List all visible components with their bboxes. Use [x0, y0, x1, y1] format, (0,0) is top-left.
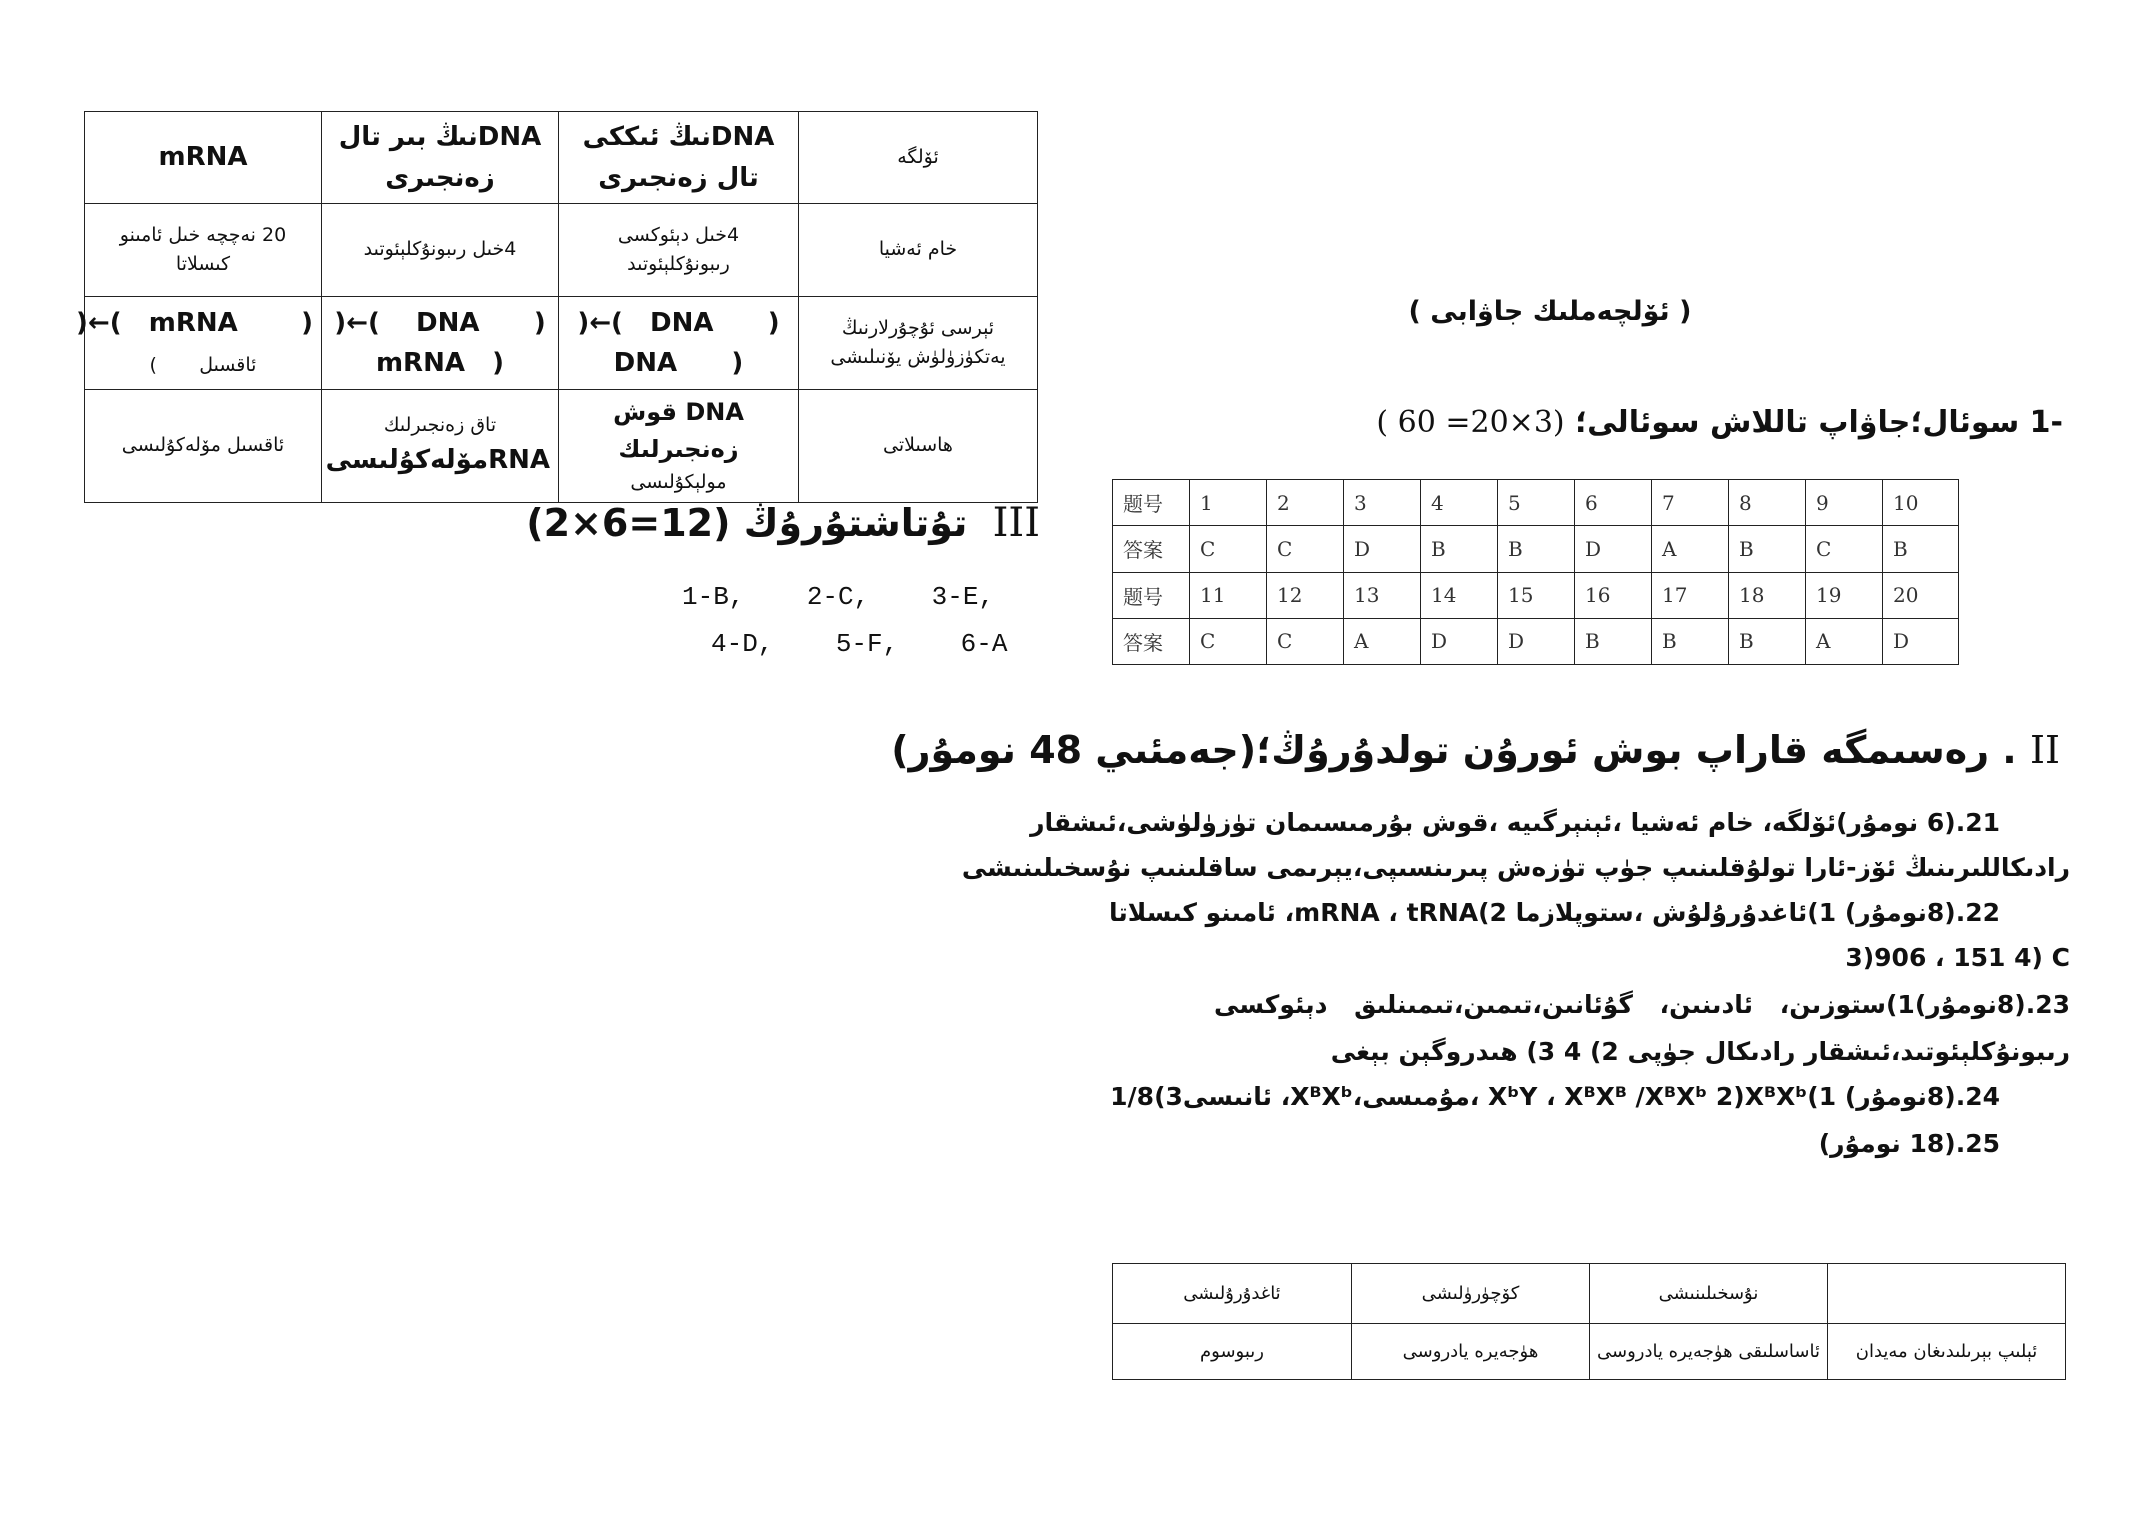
cell-ribonucleotides: 4خىل رىبونۇكلېئوتىد: [322, 204, 559, 297]
cell-mrna-header: mRNA: [85, 112, 322, 204]
grid-cell: B: [1729, 526, 1806, 572]
grid-cell: 2: [1267, 480, 1344, 526]
cell-protein-molecule: ئاقسىل مۆلەكۇلىسى: [85, 390, 322, 503]
grid-cell: 题号: [1113, 480, 1190, 526]
grid-cell: D: [1344, 526, 1421, 572]
table-row: [85, 297, 1038, 390]
cell-nucleus: ھۈجەيرە يادروسى: [1352, 1324, 1590, 1380]
grid-cell: 17: [1652, 572, 1729, 618]
cell-empty-header: [1828, 1264, 2066, 1324]
answer-22-line1: 22.(8نومۇر) 1)ئاغدۇرۇلۇش ،ستوپلازما 2)mRNA ، tRNA، ئامىنو كىسلاتا: [1108, 898, 2000, 927]
answer-22-line2: 3)906 ، 151 4) C: [1845, 943, 2070, 972]
process-site-table: [1112, 1263, 2066, 1380]
grid-cell: D: [1421, 618, 1498, 664]
answer-21-line1: 21.(6 نومۇر)ئۆلگە، خام ئەشيا ،ئېنېرگىيە ،قوش بۇرمىسىمان تۈزۈلۈشى،ئىشقار: [1030, 808, 2000, 837]
comparison-table: [76, 111, 1038, 503]
grid-cell: B: [1729, 618, 1806, 664]
grid-cell: D: [1575, 526, 1652, 572]
matching-answers-line2: 4-D, 5-F, 6-A: [711, 629, 1008, 659]
table-row: [1113, 572, 1959, 618]
grid-cell: 6: [1575, 480, 1652, 526]
section1-heading: -1 سوئال؛جاۋاپ تاللاش سوئالى؛ ( 60 =20×3): [1376, 405, 2063, 440]
matching-answers-line1: 1-B, 2-C, 3-E,: [682, 582, 995, 612]
cell-template-label: ئۆلگە: [799, 112, 1038, 204]
grid-cell: 12: [1267, 572, 1344, 618]
grid-cell: A: [1652, 526, 1729, 572]
grid-cell: 15: [1498, 572, 1575, 618]
grid-cell: C: [1190, 618, 1267, 664]
cell-double-strand-header: DNAنىڭ ئىككى تال زەنجىرى: [559, 112, 799, 204]
section3-roman: III: [992, 500, 1040, 546]
cell-transcription-header: كۆچۈرۈلىشى: [1352, 1264, 1590, 1324]
cell-dna-molecule: DNA قوش زەنجىرلىك مولېكۇلىسى: [559, 390, 799, 503]
table-row: [1113, 618, 1959, 664]
grid-cell: 答案: [1113, 618, 1190, 664]
answer-23-line1: 23.(8نومۇر)1)ستوزىن، ئادىنىن، گۇئانىن،تىمىن،تىمىنلىق دېئوكسى: [1214, 990, 2070, 1019]
grid-cell: 3: [1344, 480, 1421, 526]
grid-cell: B: [1883, 526, 1959, 572]
answer-key-title: ( ئۆلچەملىك جاۋابى ): [1408, 296, 1692, 327]
cell-transcription-flow: )←( DNA ) ( mRNA: [322, 297, 559, 390]
grid-cell: 9: [1806, 480, 1883, 526]
cell-translation-header: ئاغدۇرۇلىشى: [1113, 1264, 1352, 1324]
grid-cell: C: [1190, 526, 1267, 572]
section2-heading: II . رەسىمگە قاراپ بوش ئورۇن تولدۇرۇڭ؛(جەمئىي 48 نومۇر): [891, 728, 2060, 772]
grid-cell: A: [1806, 618, 1883, 664]
grid-cell: 5: [1498, 480, 1575, 526]
answer-23-line2: رىبونۇكلېئوتىد،ئىشقار رادىكال جۈپى 2) 4 3) ھىدروگېن بېغى: [1330, 1037, 2070, 1066]
grid-cell: 7: [1652, 480, 1729, 526]
cell-replication-flow: )←( DNA ) ( DNA: [559, 297, 799, 390]
grid-cell: D: [1498, 618, 1575, 664]
grid-cell: 19: [1806, 572, 1883, 618]
table-row: [85, 204, 1038, 297]
grid-cell: A: [1344, 618, 1421, 664]
table-row: [1113, 1324, 2066, 1380]
grid-cell: B: [1652, 618, 1729, 664]
grid-cell: 10: [1883, 480, 1959, 526]
grid-cell: 18: [1729, 572, 1806, 618]
grid-cell: B: [1421, 526, 1498, 572]
grid-cell: D: [1883, 618, 1959, 664]
table-row: [85, 390, 1038, 503]
answer-21-line2: رادىكاللىرىنىڭ ئۆز-ئارا تولۇقلىنىپ جۈپ تۈزەش پىرىنسىپى،يېرىمى ساقلىنىپ نۇسخىلىنىشى: [961, 853, 2070, 882]
grid-cell: C: [1267, 526, 1344, 572]
grid-cell: 答案: [1113, 526, 1190, 572]
table-row: [1113, 1264, 2066, 1324]
grid-cell: C: [1806, 526, 1883, 572]
cell-ribosome: رىبوسوم: [1113, 1324, 1352, 1380]
grid-cell: 1: [1190, 480, 1267, 526]
grid-cell: 20: [1883, 572, 1959, 618]
cell-product-label: ھاسىلاتى: [799, 390, 1038, 503]
grid-cell: 8: [1729, 480, 1806, 526]
table-row: [85, 112, 1038, 204]
grid-cell: 14: [1421, 572, 1498, 618]
grid-cell: 4: [1421, 480, 1498, 526]
answer-grid: [1112, 479, 1959, 665]
table-row: [1113, 480, 1959, 526]
table-row: [1113, 526, 1959, 572]
cell-raw-material-label: خام ئەشيا: [799, 204, 1038, 297]
grid-cell: B: [1498, 526, 1575, 572]
answer-25-line1: 25.(18 نومۇر): [1818, 1129, 2000, 1158]
cell-mainly-nucleus: ئاساسلىقى ھۈجەيرە يادروسى: [1590, 1324, 1828, 1380]
cell-amino-acids: 20 نەچچە خىل ئامىنو كىسلاتا: [85, 204, 322, 297]
cell-replication-header: نۇسخىلىنىشى: [1590, 1264, 1828, 1324]
grid-cell: 16: [1575, 572, 1652, 618]
grid-cell: 题号: [1113, 572, 1190, 618]
grid-cell: 11: [1190, 572, 1267, 618]
cell-translation-flow: )←( mRNA ) ئاقسىل ): [85, 297, 322, 390]
answer-24-line1: 24.(8نومۇر) 1)XᵇY ، XᴮXᴮ /XᴮXᵇ 2)XᴮXᵇ ،مۇمىسى،XᴮXᵇ، ئانىسى3)1/8: [1110, 1082, 2000, 1111]
grid-cell: B: [1575, 618, 1652, 664]
cell-site-label: ئېلىپ بېرىلىدىغان مەيدان: [1828, 1324, 2066, 1380]
cell-single-strand-header: DNAنىڭ بىر تال زەنجىرى: [322, 112, 559, 204]
cell-info-direction-label: ئېرسى ئۇچۇرلارنىڭ يەتكۈزۈلۈش يۆنىلىشى: [799, 297, 1038, 390]
cell-rna-molecule: تاق زەنجىرلىك RNAمۆلەكۇلىسى: [322, 390, 559, 503]
grid-cell: C: [1267, 618, 1344, 664]
cell-deoxyribonucleotides: 4خىل دېئوكسى رىبونۇكلېئوتىد: [559, 204, 799, 297]
grid-cell: 13: [1344, 572, 1421, 618]
section3-title: III تۇتاشتۇرۇڭ (12=6×2): [526, 500, 1040, 546]
